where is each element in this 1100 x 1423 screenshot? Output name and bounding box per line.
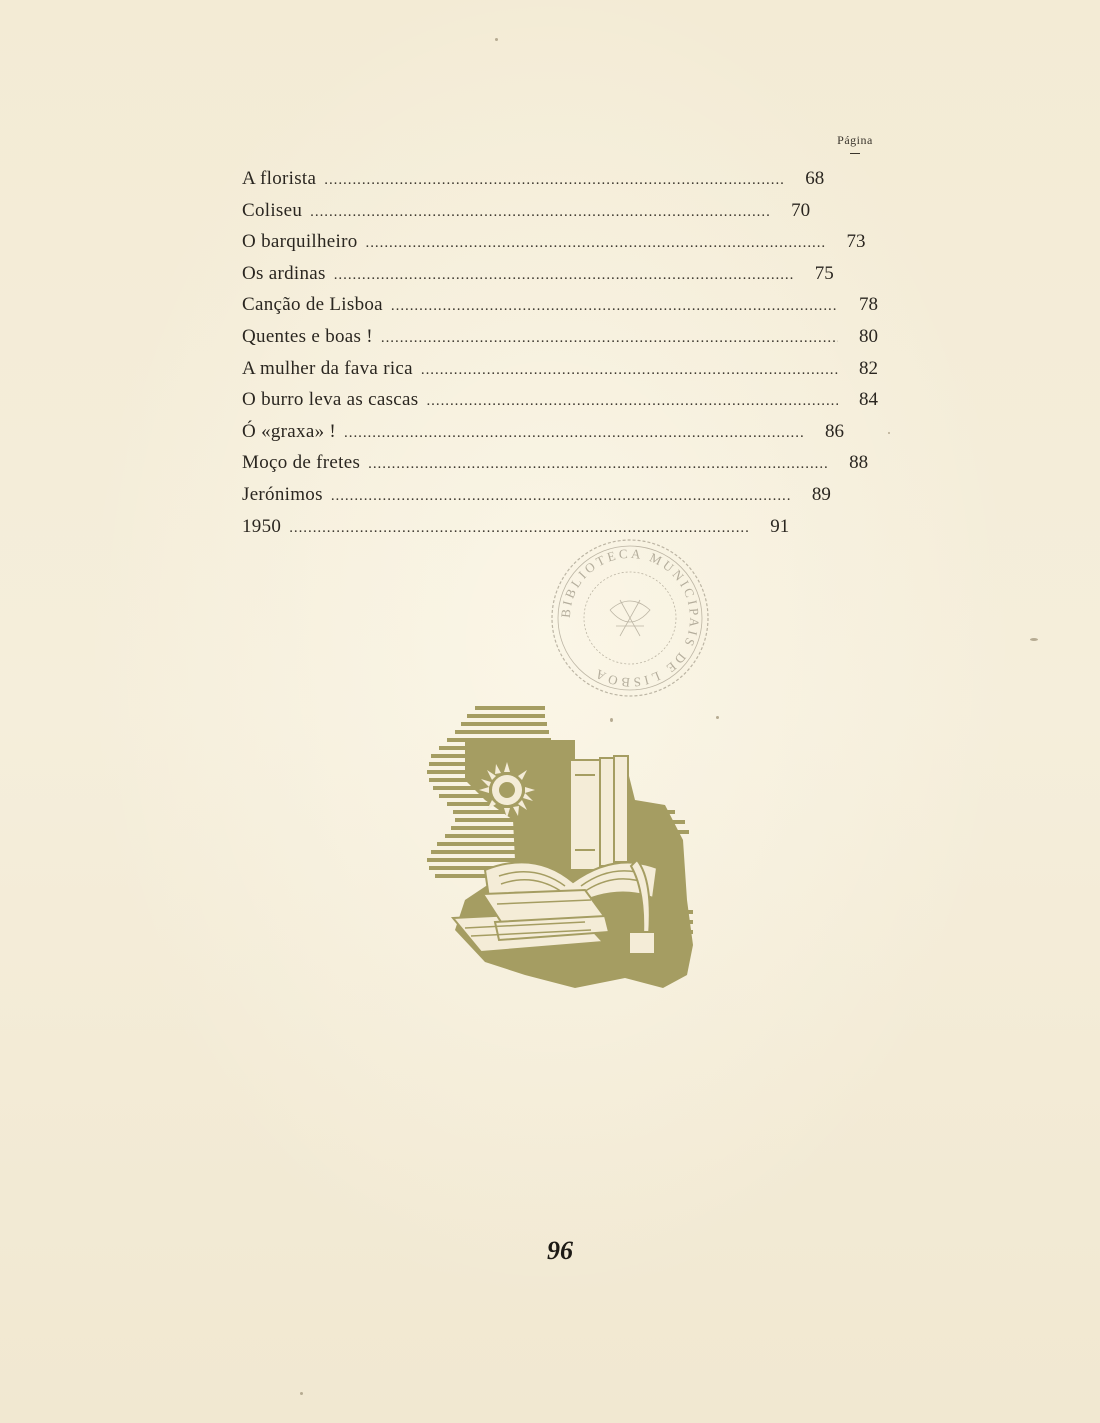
toc-entry bbox=[242, 479, 878, 511]
toc-entry-title: Os ardinas bbox=[242, 262, 326, 284]
toc-entry-page: 78 bbox=[859, 294, 878, 316]
dot-leader bbox=[324, 165, 784, 197]
toc-entry-page: 73 bbox=[846, 231, 866, 253]
toc-entry-title: Coliseu bbox=[242, 199, 303, 221]
dot-leader bbox=[366, 228, 826, 260]
toc-entry bbox=[242, 289, 878, 321]
toc-entry bbox=[242, 258, 878, 290]
dot-leader bbox=[310, 197, 770, 229]
toc-entry-title: A mulher da fava rica bbox=[242, 357, 413, 379]
paper-speck bbox=[495, 38, 498, 41]
toc-entry bbox=[242, 353, 878, 385]
toc-entry-page: 70 bbox=[791, 199, 811, 221]
toc-entry-page: 86 bbox=[825, 420, 845, 442]
toc-entry-page: 68 bbox=[805, 168, 825, 189]
toc-entry bbox=[242, 195, 878, 227]
toc-entry-page: 80 bbox=[859, 325, 878, 347]
paper-speck bbox=[888, 432, 890, 434]
stamp-text: BIBLIOTECA MUNICIPAIS DE LISBOA bbox=[557, 545, 703, 691]
toc-entry-page: 75 bbox=[814, 262, 834, 284]
toc-entry bbox=[242, 447, 878, 479]
table-of-contents bbox=[242, 163, 878, 542]
dot-leader bbox=[344, 418, 804, 450]
toc-entry-page: 88 bbox=[849, 452, 869, 474]
paper-speck bbox=[610, 718, 613, 722]
toc-entry-page: 82 bbox=[859, 357, 878, 379]
dot-leader bbox=[381, 323, 838, 355]
toc-entry-title: Canção de Lisboa bbox=[242, 294, 383, 316]
toc-entry-page: 91 bbox=[770, 515, 790, 537]
header-rule bbox=[850, 153, 860, 154]
dot-leader bbox=[391, 291, 838, 323]
page-number: 96 bbox=[547, 1236, 573, 1265]
paper-speck bbox=[1030, 638, 1038, 641]
toc-entry bbox=[242, 163, 878, 195]
toc-entry bbox=[242, 384, 878, 416]
dot-leader bbox=[334, 260, 794, 292]
dot-leader bbox=[426, 386, 838, 418]
toc-entry-page: 84 bbox=[859, 389, 878, 411]
toc-entry-title: 1950 bbox=[242, 515, 282, 537]
toc-entry-title: O barquilheiro bbox=[242, 231, 358, 253]
toc-entry bbox=[242, 416, 878, 448]
toc-entry bbox=[242, 321, 878, 353]
toc-entry-title: O burro leva as cascas bbox=[242, 389, 419, 411]
dot-leader bbox=[421, 355, 838, 387]
toc-entry-title: A florista bbox=[242, 168, 317, 189]
paper-speck bbox=[716, 716, 719, 719]
books-sun-quill-icon bbox=[425, 700, 695, 995]
toc-entry-page: 89 bbox=[811, 483, 831, 505]
paper-speck bbox=[300, 1392, 303, 1395]
toc-entry-title: Ó «graxa» ! bbox=[242, 420, 337, 442]
dot-leader bbox=[331, 481, 791, 513]
library-stamp-icon bbox=[540, 530, 720, 705]
toc-entry bbox=[242, 226, 878, 258]
page-column-header: Página bbox=[837, 133, 873, 147]
toc-entry-title: Quentes e boas ! bbox=[242, 325, 373, 347]
toc-entry-title: Jerónimos bbox=[242, 483, 323, 505]
toc-entry-title: Moço de fretes bbox=[242, 452, 361, 474]
dot-leader bbox=[368, 449, 828, 481]
